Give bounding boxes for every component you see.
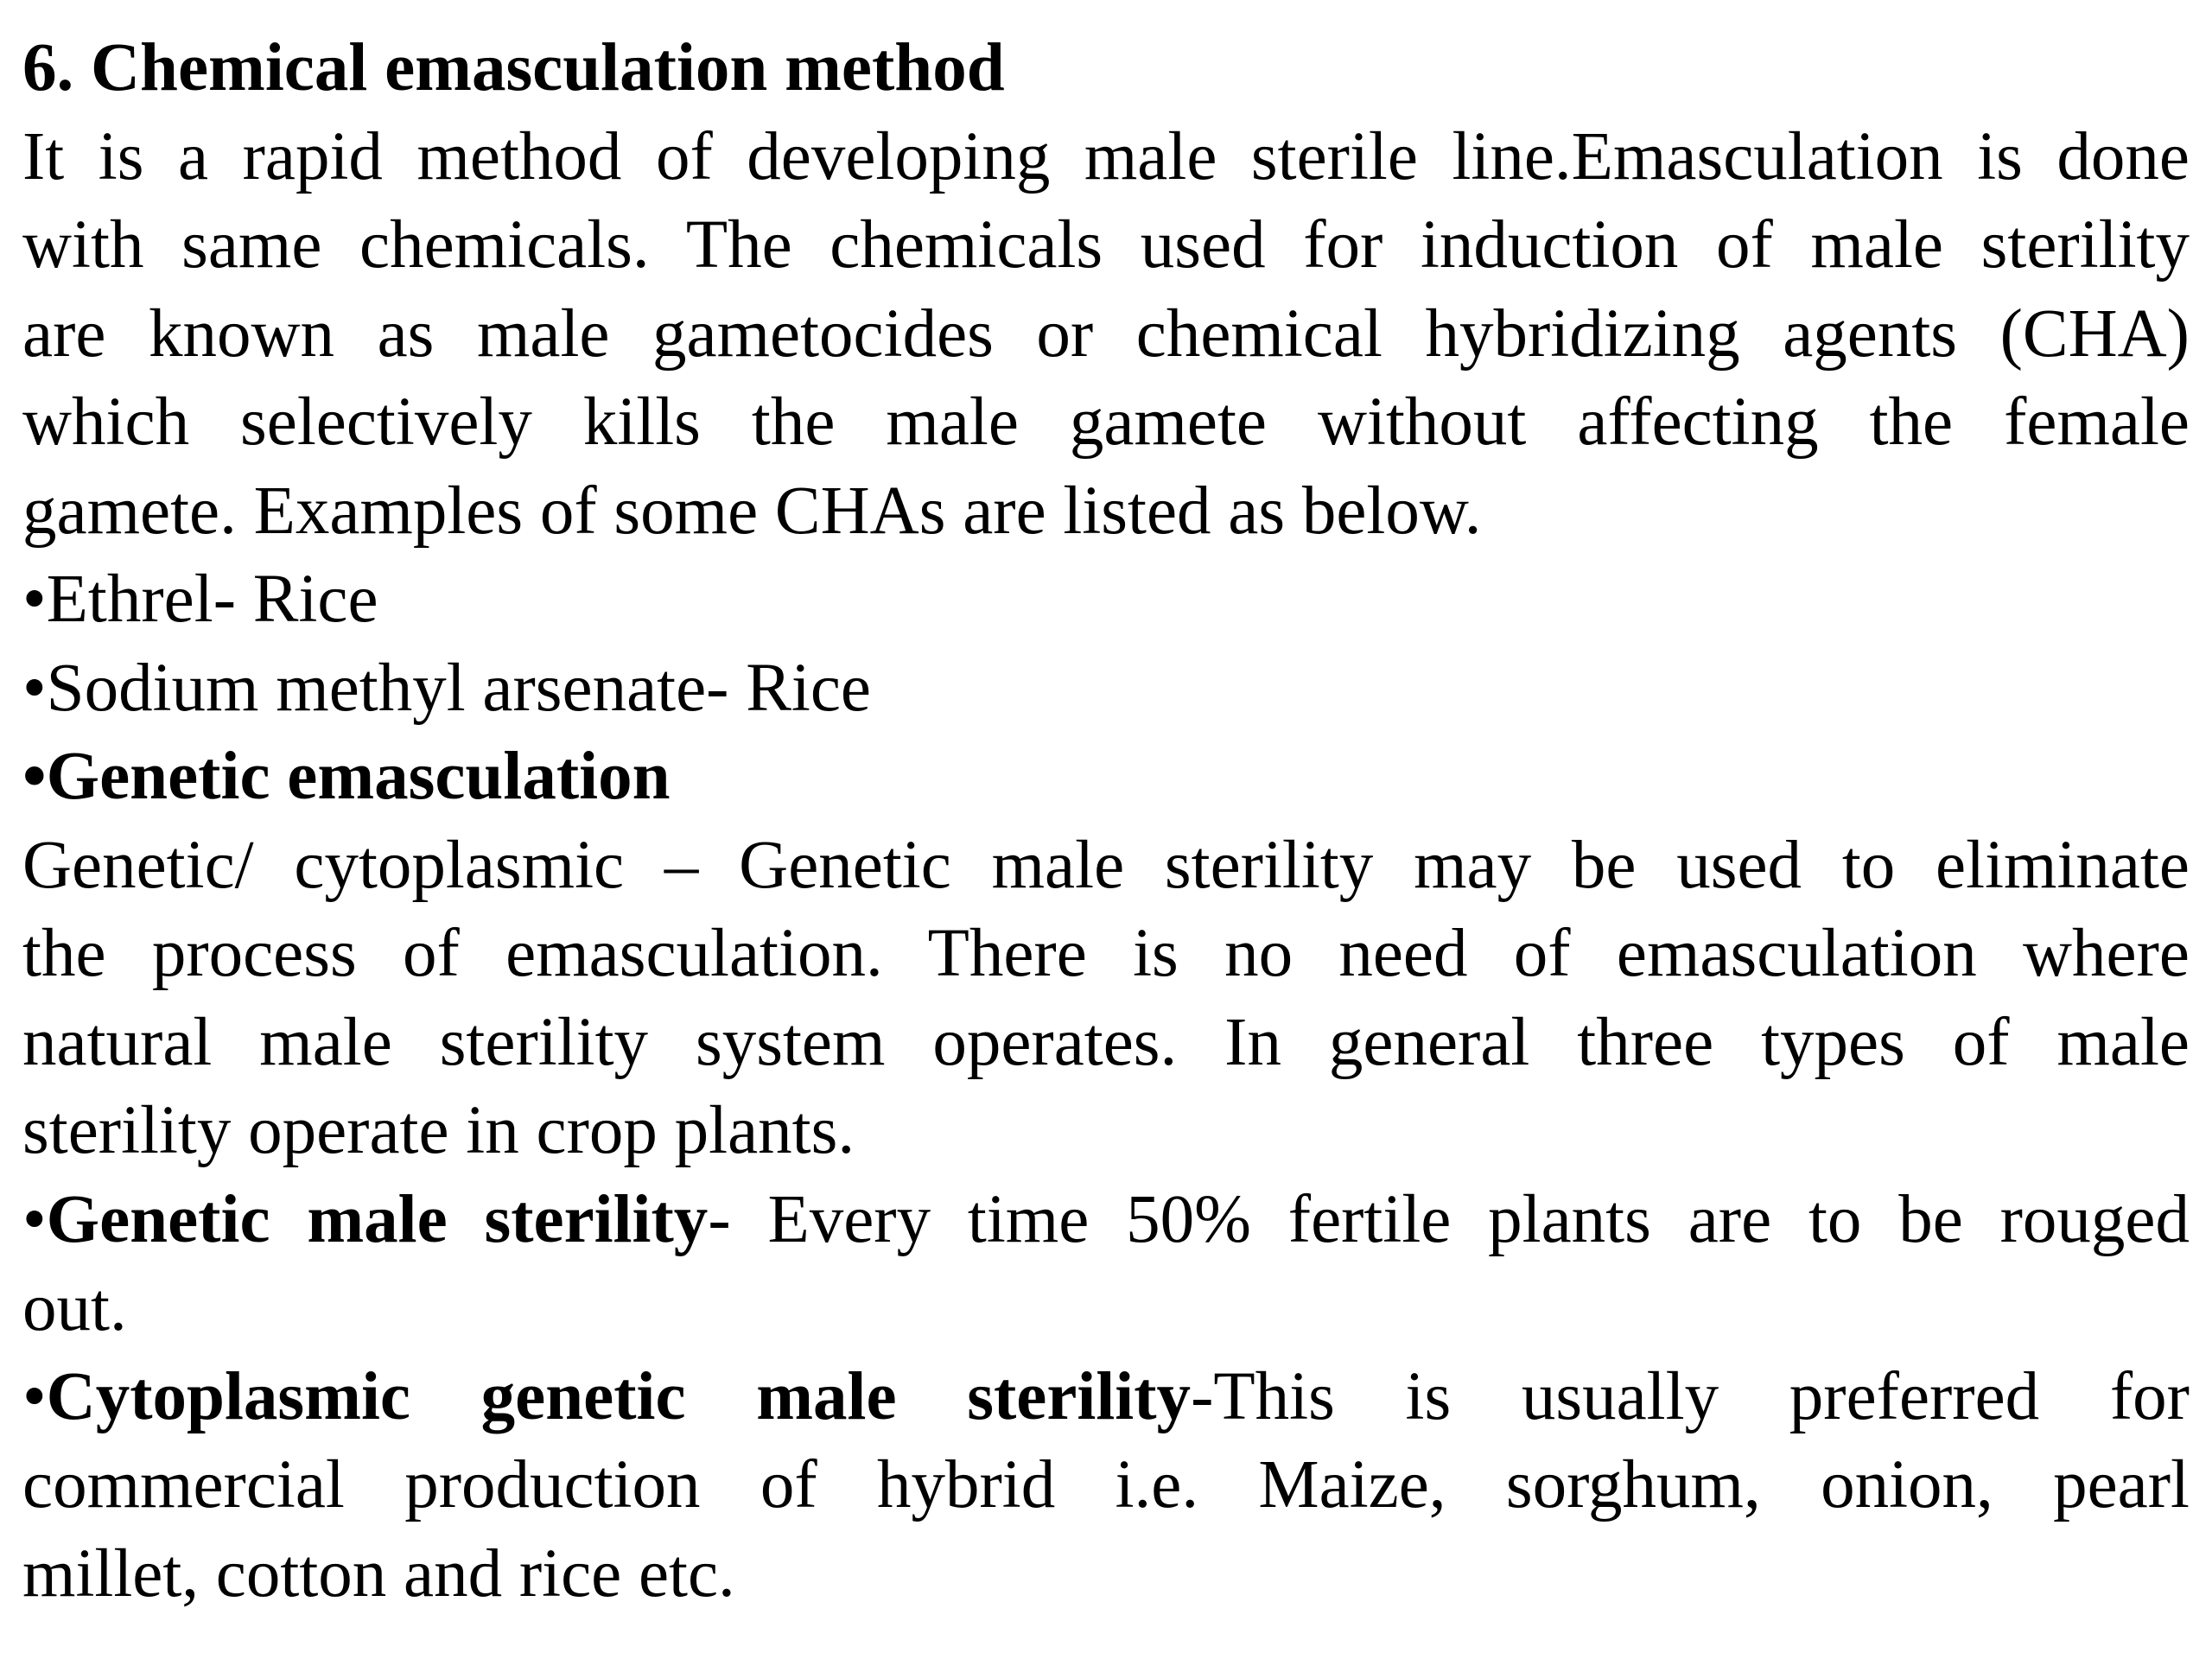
list-item-text: Ethrel- Rice	[46, 562, 378, 637]
cgms-line-2: commercial production of hybrid i.e. Maize, sorghum, onion, pearl	[22, 1447, 2190, 1522]
cgms-term: Cytoplasmic genetic male sterility	[46, 1358, 1192, 1434]
cgms-description: -This is usually preferred for	[1191, 1358, 2190, 1434]
intro-line-5: gamete. Examples of some CHAs are listed as below.	[22, 473, 1482, 549]
genetic-line-4: sterility operate in crop plants.	[22, 1093, 855, 1168]
intro-line-2: with same chemicals. The chemicals used for induction of male sterility	[22, 207, 2190, 283]
genetic-line-3: natural male sterility system operates. In general three types of male	[22, 1004, 2190, 1080]
intro-line-3: are known as male gametocides or chemical hybridizing agents (CHA)	[22, 296, 2190, 372]
gms-line-2: out.	[22, 1270, 127, 1345]
intro-line-1: It is a rapid method of developing male sterile line.Emasculation is done	[22, 118, 2190, 194]
gms-line-1	[22, 1176, 2190, 1265]
gms-term: Genetic male sterility	[46, 1181, 709, 1257]
bullet-glyph: •	[22, 562, 47, 637]
list-item-ethrel	[22, 556, 2190, 645]
section-heading: 6. Chemical emasculation method	[22, 30, 1005, 105]
bullet-glyph: •	[22, 650, 47, 726]
list-item-genetic-emasculation	[22, 733, 2190, 822]
list-item-text: Genetic emasculation	[46, 739, 671, 814]
genetic-line-2: the process of emasculation. There is no need of emasculation where	[22, 916, 2190, 991]
gms-description: - Every time 50% fertile plants are to be rouged	[708, 1181, 2190, 1257]
bullet-glyph: •	[22, 1181, 47, 1257]
cgms-line-3: millet, cotton and rice etc.	[22, 1535, 735, 1611]
list-item-text: Sodium methyl arsenate- Rice	[46, 650, 871, 726]
intro-line-4: which selectively kills the male gamete without affecting the female	[22, 385, 2190, 460]
bullet-glyph: •	[22, 739, 47, 814]
list-item-sodium-methyl-arsenate	[22, 645, 2190, 734]
document-page	[22, 24, 2190, 1618]
bullet-glyph: •	[22, 1358, 47, 1434]
cgms-line-1	[22, 1353, 2190, 1442]
genetic-line-1: Genetic/ cytoplasmic – Genetic male sterility may be used to eliminate	[22, 827, 2190, 903]
